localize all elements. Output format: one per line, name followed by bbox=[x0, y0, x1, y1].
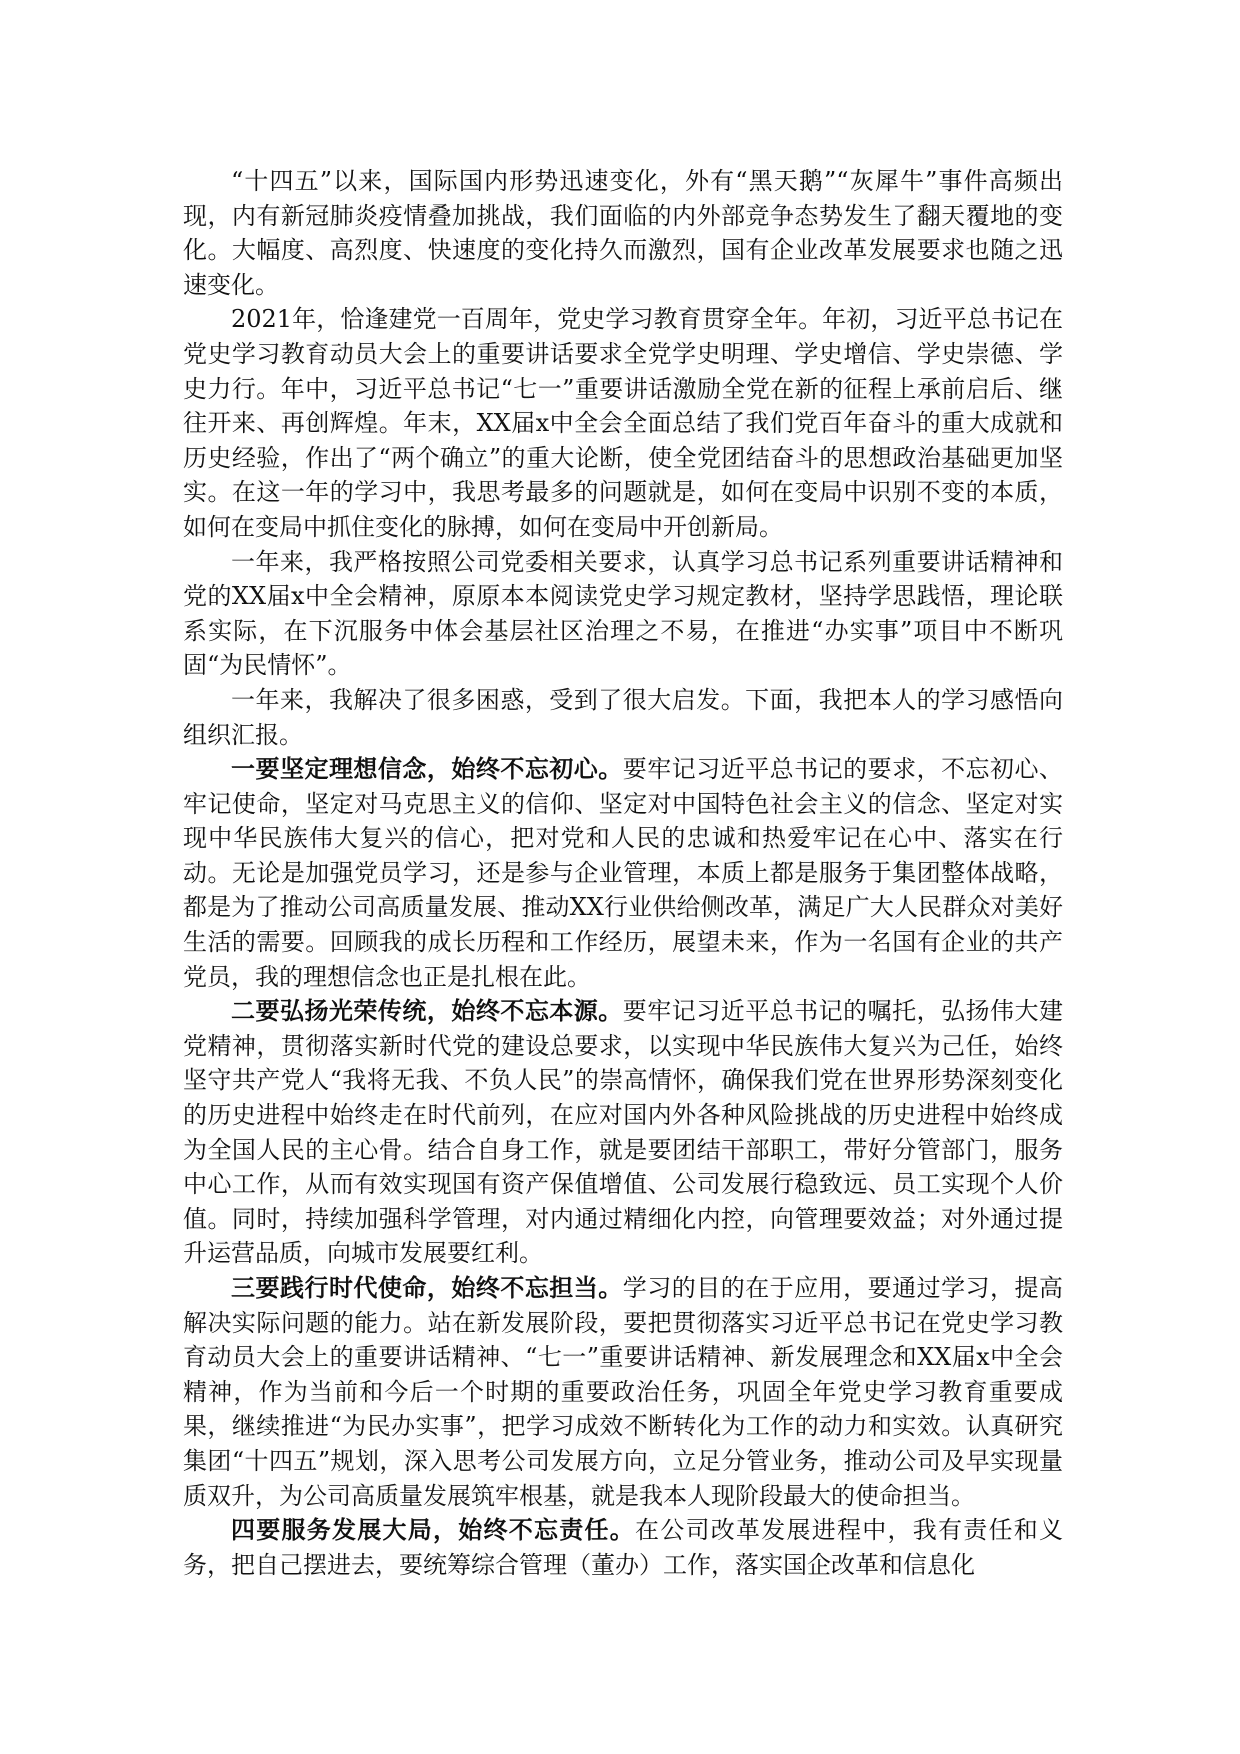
paragraph-text: 要牢记习近平总书记的嘱托，弘扬伟大建党精神，贯彻落实新时代党的建设总要求，以实现中华民族伟大复兴为己任，始终坚守共产党人“我将无我、不负人民”的崇高情怀，确保我们党在世界形势深刻变化的历史进程中始终走在时代前列，在应对国内外各种风险挑战的历史进程中始终成为全国人民的主心骨。结合自身工作，就是要团结干部职工，带好分管部门，服务中心工作，从而有效实现国有资产保值增值、公司发展行稳致远、员工实现个人价值。同时，持续加强科学管理，对内通过精细化内控，向管理要效益；对外通过提升运营品质，向城市发展要红利。 bbox=[183, 997, 1064, 1268]
paragraph-point-1 bbox=[183, 752, 1063, 994]
paragraph-text: 要牢记习近平总书记的要求，不忘初心、牢记使命，坚定对马克思主义的信仰、坚定对中国特色社会主义的信念、坚定对实现中华民族伟大复兴的信心，把对党和人民的忠诚和热爱牢记在心中、落实在行动。无论是加强党员学习，还是参与企业管理，本质上都是服务于集团整体战略，都是为了推动公司高质量发展、推动XX行业供给侧改革，满足广大人民群众对美好生活的需要。回顾我的成长历程和工作经历，展望未来，作为一名国有企业的共产党员，我的理想信念也正是扎根在此。 bbox=[183, 755, 1064, 991]
paragraph-text: 一年来，我解决了很多困惑，受到了很大启发。下面，我把本人的学习感悟向组织汇报。 bbox=[183, 685, 1063, 749]
paragraph-intro bbox=[183, 164, 1063, 302]
paragraph-report bbox=[183, 683, 1063, 752]
paragraph-heading: 一要坚定理想信念，始终不忘初心。 bbox=[231, 754, 623, 784]
paragraph-text: 学习的目的在于应用，要通过学习，提高解决实际问题的能力。站在新发展阶段，要把贯彻落实习近平总书记在党史学习教育动员大会上的重要讲话精神、“七一”重要讲话精神、新发展理念和XX届x中全会精神，作为当前和今后一个时期的重要政治任务，巩固全年党史学习教育重要成果，继续推进“为民办实事”，把学习成效不断转化为工作的动力和实效。认真研究集团“十四五”规划，深入思考公司发展方向，立足分管业务，推动公司及早实现量质双升，为公司高质量发展筑牢根基，就是我本人现阶段最大的使命担当。 bbox=[183, 1274, 1064, 1510]
paragraph-text: 2021年，恰逢建党一百周年，党史学习教育贯穿全年。年初，习近平总书记在党史学习教育动员大会上的重要讲话要求全党学史明理、学史增信、学史崇德、学史力行。年中，习近平总书记“七一”重要讲话激励全党在新的征程上承前启后、继往开来、再创辉煌。年末，XX届x中全会全面总结了我们党百年奋斗的重大成就和历史经验，作出了“两个确立”的重大论断，使全党团结奋斗的思想政治基础更加坚实。在这一年的学习中，我思考最多的问题就是，如何在变局中识别不变的本质，如何在变局中抓住变化的脉搏，如何在变局中开创新局。 bbox=[183, 305, 1063, 541]
paragraph-text: “十四五”以来，国际国内形势迅速变化，外有“黑天鹅”“灰犀牛”事件高频出现，内有新冠肺炎疫情叠加挑战，我们面临的内外部竞争态势发生了翻天覆地的变化。大幅度、高烈度、快速度的变化持久而激烈，国有企业改革发展要求也随之迅速变化。 bbox=[183, 167, 1063, 299]
paragraph-heading: 二要弘扬光荣传统，始终不忘本源。 bbox=[231, 996, 623, 1026]
paragraph-point-4 bbox=[183, 1513, 1063, 1582]
paragraph-2021 bbox=[183, 302, 1063, 544]
paragraph-heading: 四要服务发展大局，始终不忘责任。 bbox=[231, 1515, 635, 1545]
paragraph-point-2 bbox=[183, 994, 1063, 1271]
document-body bbox=[183, 164, 1063, 1582]
paragraph-study bbox=[183, 545, 1063, 683]
paragraph-text: 在公司改革发展进程中，我有责任和义务，把自己摆进去，要统筹综合管理（董办）工作，落实国企改革和信息化 bbox=[183, 1516, 1063, 1579]
paragraph-heading: 三要践行时代使命，始终不忘担当。 bbox=[231, 1273, 623, 1302]
paragraph-text: 一年来，我严格按照公司党委相关要求，认真学习总书记系列重要讲话精神和党的XX届x中全会精神，原原本本阅读党史学习规定教材，坚持学思践悟，理论联系实际，在下沉服务中体会基层社区治理之不易，在推进“办实事”项目中不断巩固“为民情怀”。 bbox=[183, 547, 1063, 680]
paragraph-point-3 bbox=[183, 1271, 1063, 1513]
